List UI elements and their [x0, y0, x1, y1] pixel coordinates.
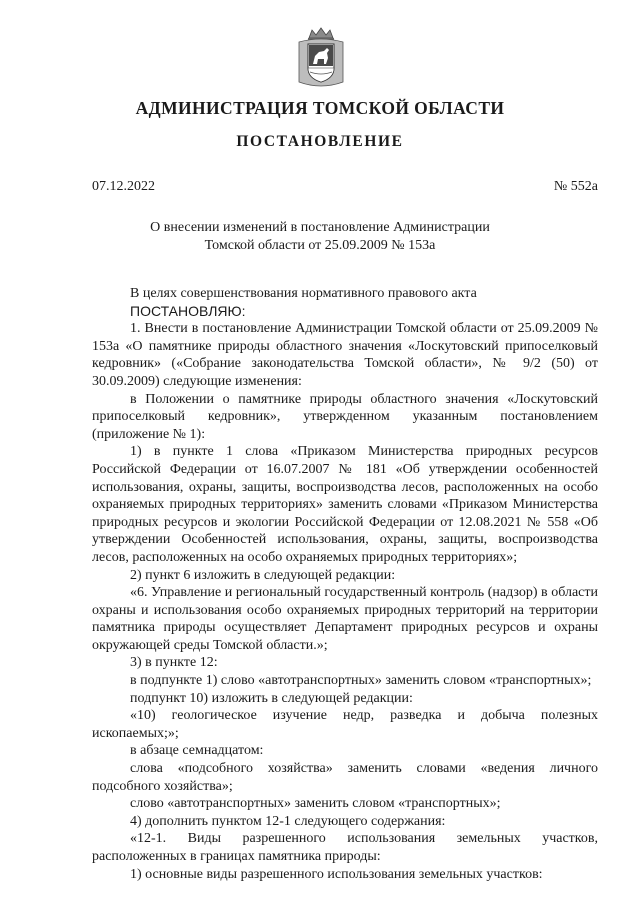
paragraph: 2) пункт 6 изложить в следующей редакции:	[130, 567, 396, 583]
paragraph: 4) дополнить пунктом 12-1 следующего содержания:	[130, 813, 446, 829]
document-body	[92, 285, 598, 883]
organization-title: АДМИНИСТРАЦИЯ ТОМСКОЙ ОБЛАСТИ	[135, 98, 505, 118]
paragraph: слово «автотранспортных» заменить словом «транспортных»;	[130, 796, 501, 812]
paragraph: 3) в пункте 12:	[130, 655, 218, 671]
paragraph: В целях совершенствования нормативного правового акта	[130, 286, 477, 301]
document-type: ПОСТАНОВЛЕНИЕ	[236, 133, 404, 150]
paragraph: «6. Управление и региональный государственный контроль (надзор) в области охраны и использования особо охраняемых природных территорий на территории памятника природы осуществляет Департамент природных ресурсов и охраны окружающей среды Томской области.»;	[92, 585, 598, 653]
paragraph: в Положении о памятнике природы областного значения «Лоскутовский припоселковый кедровник», утвержденном указанным постановлением (приложение № 1):	[92, 391, 598, 442]
paragraph: «12-1. Виды разрешенного использования земельных участков, расположенных в границах памятника природы:	[92, 831, 598, 864]
paragraph: в подпункте 1) слово «автотранспортных» заменить словом «транспортных»;	[130, 673, 592, 689]
decree-word: ПОСТАНОВЛЯЮ:	[130, 302, 246, 319]
paragraph: «10) геологическое изучение недр, разведка и добыча полезных ископаемых;»;	[92, 708, 598, 741]
document-number: № 552а	[553, 179, 598, 194]
coat-of-arms-icon	[296, 26, 346, 90]
paragraph: 1. Внести в постановление Администрации Томской области от 25.09.2009 № 153а «О памятнике природы областного значения «Лоскутовский припоселковый кедровник» («Собрание законодательства Томской области», № 9/2 (50) от 30.09.2009) следующие изменения:	[92, 321, 598, 389]
paragraph: подпункт 10) изложить в следующей редакции:	[130, 690, 413, 706]
document-date: 07.12.2022	[92, 179, 155, 194]
document-subject	[0, 219, 640, 255]
subject-line: Томской области от 25.09.2009 № 153а	[204, 238, 436, 253]
paragraph: 1) основные виды разрешенного использования земельных участков:	[130, 866, 543, 882]
paragraph: в абзаце семнадцатом:	[130, 743, 264, 759]
subject-line: О внесении изменений в постановление Администрации	[150, 220, 490, 235]
paragraph: 1) в пункте 1 слова «Приказом Министерства природных ресурсов Российской Федерации от 16.07.2007 № 181 «Об утверждении особенностей использования, охраны, защиты, воспроизводства лесов, расположенных на особо охраняемых природных территориях» заменить словами «Приказом Министерства природных ресурсов и экологии Российской Федерации от 12.08.2021 № 558 «Об утверждении Особенностей использования, охраны, защиты, воспроизводства лесов, расположенных на особо охраняемых природных территориях»;	[92, 444, 598, 565]
paragraph: слова «подсобного хозяйства» заменить словами «ведения личного подсобного хозяйства»;	[92, 761, 598, 794]
